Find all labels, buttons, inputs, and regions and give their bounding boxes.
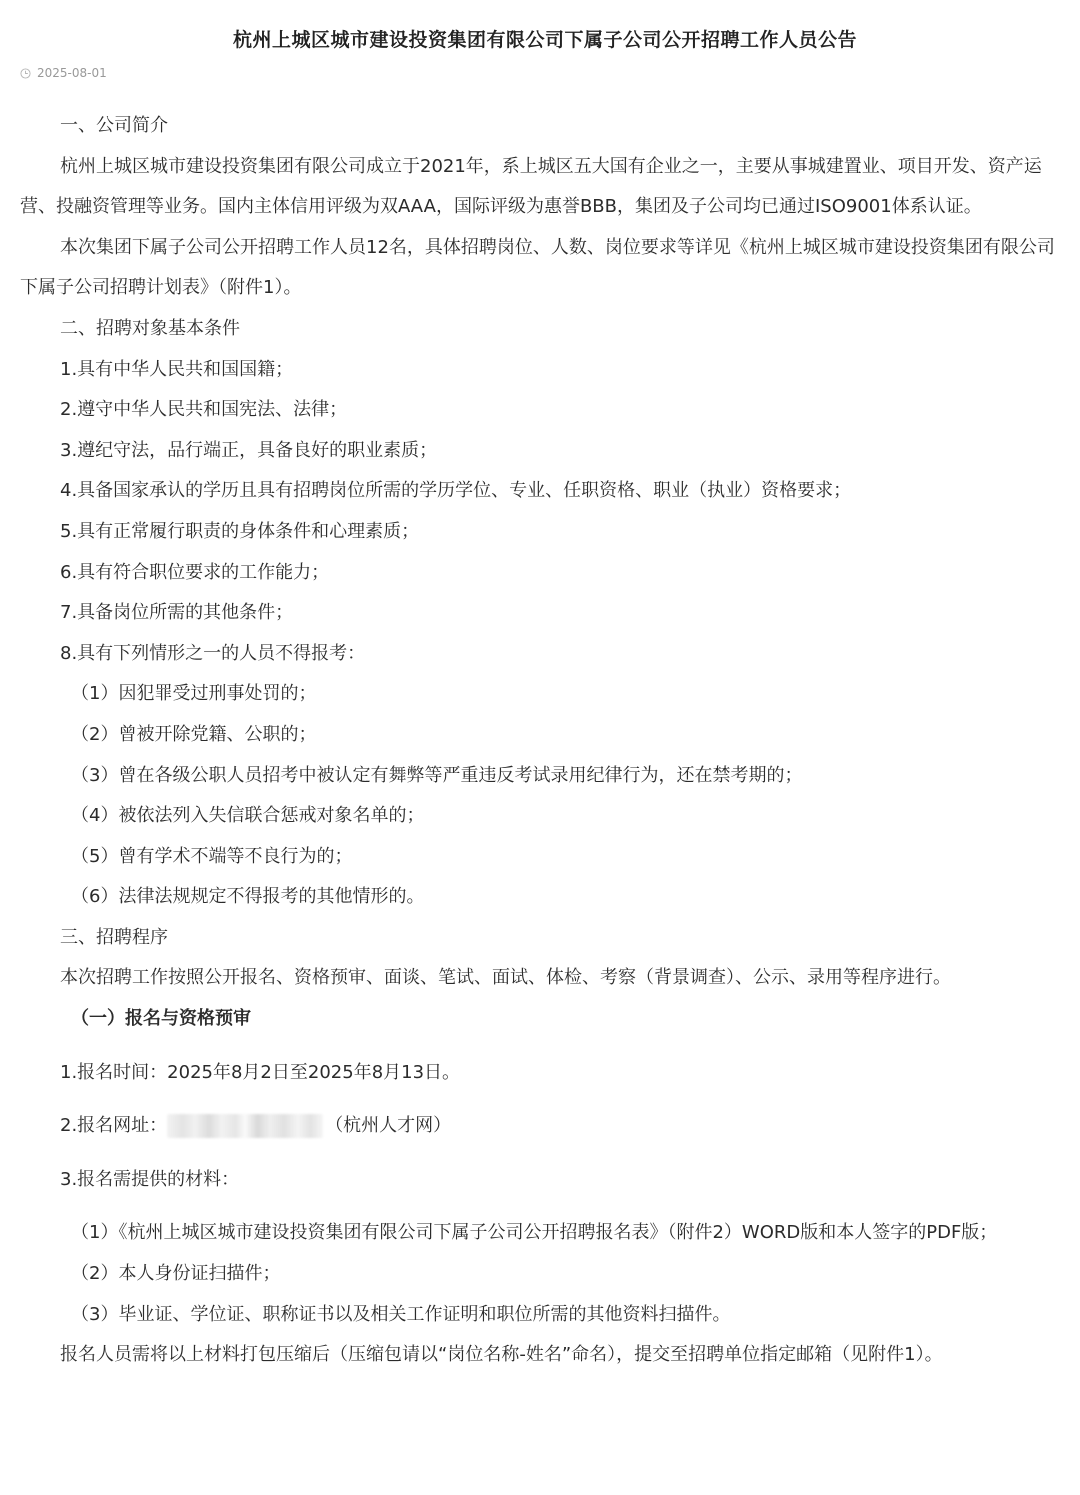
material-item: （1）《杭州上城区城市建设投资集团有限公司下属子公司公开招聘报名表》（附件2）WORD版和本人签字的PDF版；: [71, 1222, 998, 1244]
publish-date-row: [20, 63, 1070, 83]
section-heading-company: 一、公司简介: [60, 115, 168, 136]
clock-icon: [20, 68, 31, 79]
condition-item: 7.具备岗位所需的其他条件；: [60, 602, 294, 624]
condition-item: 3.遵纪守法，品行端正，具备良好的职业素质；: [60, 439, 438, 461]
registration-site-label: 2.报名网址：: [60, 1115, 168, 1137]
exclusion-item: （3）曾在各级公职人员招考中被认定有舞弊等严重违反考试录用纪律行为，还在禁考期的；: [71, 764, 803, 786]
section-heading-procedure: 三、招聘程序: [60, 926, 168, 948]
section-heading-requirements: 二、招聘对象基本条件: [60, 317, 240, 339]
exclusion-item: （4）被依法列入失信联合惩戒对象名单的；: [71, 805, 425, 827]
subsection-heading-registration: （一）报名与资格预审: [71, 1008, 251, 1030]
paragraph-company-intro: 杭州上城区城市建设投资集团有限公司成立于2021年，系上城区五大国有企业之一，主要从事城建置业、项目开发、资产运营、投融资管理等业务。国内主体信用评级为双AAA，国际评级为惠誉BBB，集团及子公司均已通过ISO9001体系认证。: [20, 155, 1042, 218]
paragraph-recruit-count: 本次集团下属子公司公开招聘工作人员12名，具体招聘岗位、人数、岗位要求等详见《杭州上城区城市建设投资集团有限公司下属子公司招聘计划表》（附件1）。: [20, 236, 1055, 299]
condition-item: 2.遵守中华人民共和国宪法、法律；: [60, 399, 348, 421]
exclusion-item: （5）曾有学术不端等不良行为的；: [71, 845, 353, 867]
material-item: （3）毕业证、学位证、职称证书以及相关工作证明和职位所需的其他资料扫描件。: [71, 1303, 731, 1325]
condition-item: 4.具备国家承认的学历且具有招聘岗位所需的学历学位、专业、任职资格、职业（执业）资格要求；: [60, 480, 852, 502]
exclusion-item: （2）曾被开除党籍、公职的；: [71, 723, 317, 745]
article-title: 杭州上城区城市建设投资集团有限公司下属子公司公开招聘工作人员公告: [232, 29, 857, 51]
publish-date: 2025-08-01: [37, 66, 107, 80]
condition-item: 6.具有符合职位要求的工作能力；: [60, 561, 330, 583]
registration-site-suffix: （杭州人才网）: [325, 1115, 452, 1137]
condition-item: 1.具有中华人民共和国国籍；: [60, 358, 294, 380]
paragraph-procedure: 本次招聘工作按照公开报名、资格预审、面谈、笔试、面试、体检、考察（背景调查）、公示、录用等程序进行。: [60, 967, 951, 989]
redacted-url: [167, 1114, 323, 1138]
submission-note: 报名人员需将以上材料打包压缩后（压缩包请以“岗位名称-姓名”命名），提交至招聘单位指定邮箱（见附件1）。: [60, 1344, 943, 1366]
article-body: [20, 106, 1070, 1376]
registration-site: [20, 1106, 1070, 1147]
exclusion-item: （1）因犯罪受过刑事处罚的；: [71, 683, 317, 705]
registration-time: 1.报名时间：2025年8月2日至2025年8月13日。: [60, 1061, 461, 1083]
condition-item: 8.具有下列情形之一的人员不得报考：: [60, 642, 366, 664]
material-item: （2）本人身份证扫描件；: [71, 1263, 281, 1285]
condition-item: 5.具有正常履行职责的身体条件和心理素质；: [60, 520, 420, 542]
exclusion-item: （6）法律法规规定不得报考的其他情形的。: [71, 886, 425, 908]
materials-heading: 3.报名需提供的材料：: [60, 1168, 240, 1190]
